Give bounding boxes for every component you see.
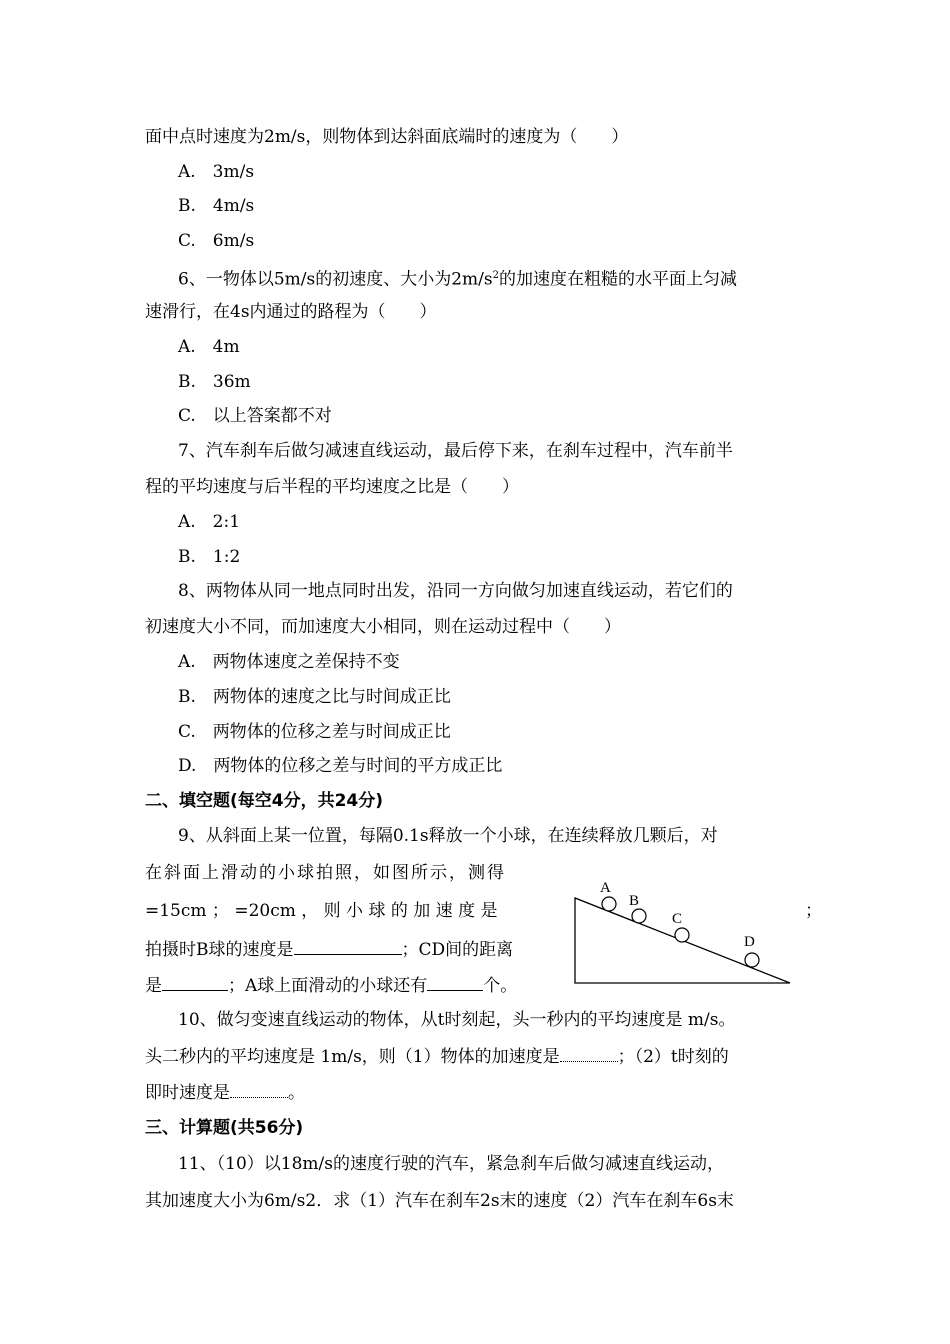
label-c: C xyxy=(672,911,683,927)
q8-stem-line2: 初速度大小不同，而加速度大小相同，则在运动过程中（ ） xyxy=(145,617,621,637)
section3-heading: 三、计算题(共56分) xyxy=(145,1118,304,1138)
q9-line2: 在斜面上滑动的小球拍照，如图所示，测得 xyxy=(145,863,506,883)
q7-stem-line1: 7、汽车刹车后做匀减速直线运动，最后停下来，在刹车过程中，汽车前半 xyxy=(178,441,733,461)
q8-option-b: B. 两物体的速度之比与时间成正比 xyxy=(178,687,451,707)
q7-option-a: A. 2:1 xyxy=(178,512,241,532)
q10-line3: 即时速度是 。 xyxy=(145,1083,305,1103)
q9-line3-end: ； xyxy=(805,901,822,921)
ball-b xyxy=(632,909,646,923)
q5-option-a: A. 3m/s xyxy=(178,162,255,182)
q6-option-a: A. 4m xyxy=(178,337,240,357)
q6-stem-line2: 速滑行，在4s内通过的路程为（ ） xyxy=(145,302,437,322)
q6-stem-line1: 6、一物体以5m/s的初速度、大小为$2m/s^2$的加速度在粗糙的水平面上匀减 xyxy=(178,269,737,290)
q5-stem: 面中点时速度为2m/s，则物体到达斜面底端时的速度为（ ） xyxy=(145,127,629,147)
section2-heading: 二、填空题(每空4分，共24分) xyxy=(145,791,384,811)
ball-a xyxy=(602,897,616,911)
q8-option-a: A. 两物体速度之差保持不变 xyxy=(178,652,400,672)
q11-line1: 11、（10）以18m/s的速度行驶的汽车，紧急刹车后做匀减速直线运动， xyxy=(178,1154,724,1174)
q8-option-c: C. 两物体的位移之差与时间成正比 xyxy=(178,722,451,742)
q10-blank-velocity[interactable] xyxy=(230,1081,288,1098)
q6-option-b: B. 36m xyxy=(178,372,251,392)
q9-blank-b-velocity[interactable] xyxy=(294,938,402,955)
q11-line2: 其加速度大小为6m/s2．求（1）汽车在刹车2s末的速度（2）汽车在刹车6s末 xyxy=(145,1191,734,1211)
q9-blank-ball-count[interactable] xyxy=(427,974,483,991)
label-d: D xyxy=(744,934,755,950)
q8-stem-line1: 8、两物体从同一地点同时出发，沿同一方向做匀加速直线运动，若它们的 xyxy=(178,581,733,601)
q9-line4: 拍摄时B球的速度是 ；CD间的距离 xyxy=(145,940,514,960)
q7-stem-line2: 程的平均速度与后半程的平均速度之比是（ ） xyxy=(145,477,519,497)
q9-line1: 9、从斜面上某一位置，每隔0.1s释放一个小球，在连续释放几颗后，对 xyxy=(178,826,718,846)
q5-option-c: C. 6m/s xyxy=(178,231,255,251)
q7-option-b: B. 1:2 xyxy=(178,547,241,567)
label-a: A xyxy=(600,880,611,896)
q9-line3: =15cm ； =20cm ， 则 小 球 的 加 速 度 是 xyxy=(145,901,498,921)
q9-blank-cd-distance[interactable] xyxy=(162,974,228,991)
ball-d xyxy=(745,953,759,967)
q9-line5: 是 ；A球上面滑动的小球还有 个。 xyxy=(145,976,518,996)
q8-option-d: D. 两物体的位移之差与时间的平方成正比 xyxy=(178,756,503,776)
incline-figure xyxy=(565,872,795,987)
q10-blank-acceleration[interactable] xyxy=(560,1045,618,1062)
q6-option-c: C. 以上答案都不对 xyxy=(178,406,332,426)
q10-line1: 10、做匀变速直线运动的物体，从t时刻起，头一秒内的平均速度是 m/s。 xyxy=(178,1010,736,1030)
q5-option-b: B. 4m/s xyxy=(178,196,255,216)
ball-c xyxy=(675,928,689,942)
label-b: B xyxy=(629,893,640,909)
q10-line2: 头二秒内的平均速度是 1m/s，则（1）物体的加速度是 ；（2）t时刻的 xyxy=(145,1047,729,1067)
